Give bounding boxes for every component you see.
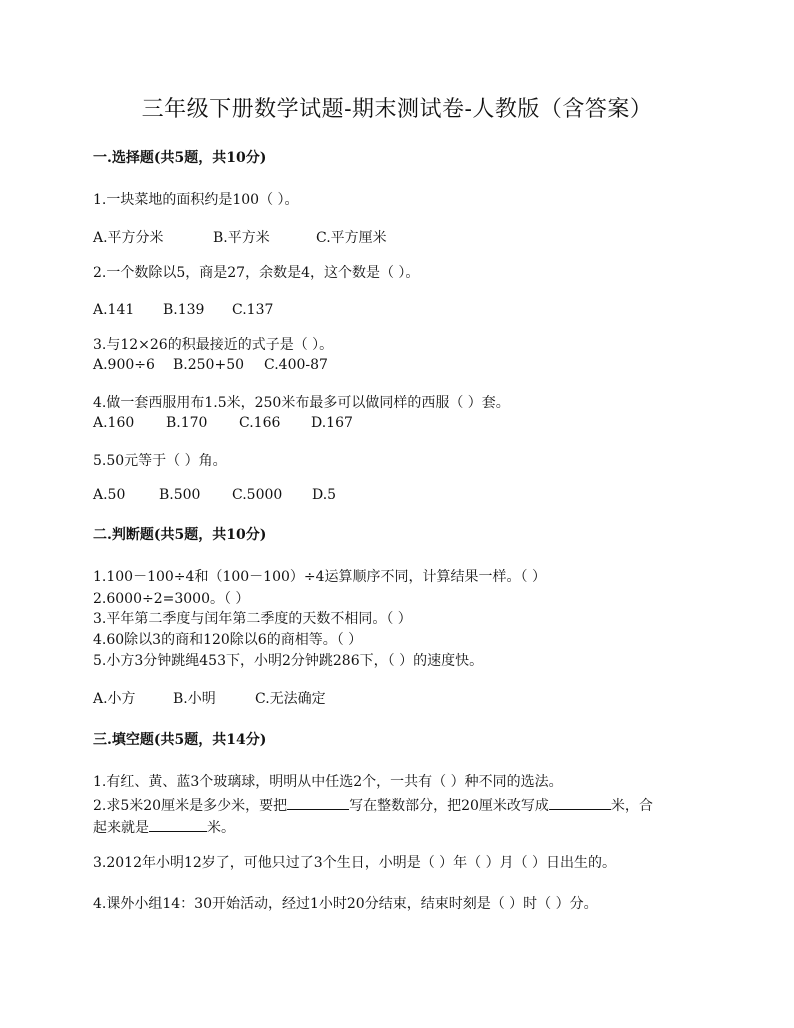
s1-q2-options (93, 300, 273, 320)
option: A.50 (93, 487, 126, 503)
s1-question-4: 4.做一套西服用布1.5米，250米布最多可以做同样的西服（ ）套。 (93, 395, 510, 411)
s1-question-2: 2.一个数除以5，商是27，余数是4，这个数是（ ）。 (93, 265, 420, 281)
s3-question-2-line-1 (93, 795, 653, 816)
s3-question-2-line-2 (93, 817, 235, 838)
s1-q3-options (93, 355, 328, 375)
s2-q5-options (93, 689, 326, 709)
option: C.5000 (232, 487, 283, 503)
option: A.小方 (93, 691, 136, 707)
option: B.500 (159, 487, 201, 503)
page-title: 三年级下册数学试题-期末测试卷-人教版（含答案） (141, 97, 653, 122)
option: D.167 (311, 415, 353, 431)
option: D.5 (312, 487, 337, 503)
option: A.141 (93, 302, 135, 318)
section-3-heading: 三.填空题(共5题，共14分) (93, 732, 267, 748)
option: B.小明 (173, 691, 216, 707)
option: C.无法确定 (255, 691, 326, 707)
s2-question-3: 3.平年第二季度与闰年第二季度的天数不相同。（ ） (93, 611, 412, 627)
s3-q2-text-a: 2.求5米20厘米是多少米，要把 (93, 798, 288, 814)
section-2-heading: 二.判断题(共5题，共10分) (93, 527, 267, 543)
option: C.137 (232, 302, 274, 318)
s1-question-3: 3.与12×26的积最接近的式子是（ ）。 (93, 337, 334, 353)
s1-q5-options (93, 485, 336, 505)
s3-q2-text-e: 米。 (207, 820, 235, 836)
s2-question-2: 2.6000÷2=3000。（ ） (93, 591, 250, 607)
s2-question-1: 1.100－100÷4和（100－100）÷4运算顺序不同，计算结果一样。（ ） (93, 569, 546, 585)
s1-q1-options (93, 228, 387, 248)
s2-question-5: 5.小方3分钟跳绳453下，小明2分钟跳286下，（ ）的速度快。 (93, 653, 484, 669)
s3-q2-text-c: 米，合 (610, 798, 653, 814)
option: A.平方分米 (93, 230, 164, 246)
s1-question-5: 5.50元等于（ ）角。 (93, 453, 227, 469)
option: A.160 (93, 415, 135, 431)
s3-question-3: 3.2012年小明12岁了，可他只过了3个生日，小明是（ ）年（ ）月（ ）日出生的。 (93, 855, 617, 871)
s3-q2-text-d: 起来就是 (93, 820, 149, 836)
s1-q4-options (93, 413, 353, 433)
option: B.170 (166, 415, 208, 431)
answer-blank[interactable] (149, 817, 207, 832)
answer-blank[interactable] (287, 795, 349, 810)
s3-question-4: 4.课外小组14：30开始活动，经过1小时20分结束，结束时刻是（ ）时（ ）分。 (93, 896, 598, 912)
option: A.900÷6 (93, 357, 155, 373)
answer-blank[interactable] (549, 795, 611, 810)
option: C.平方厘米 (316, 230, 387, 246)
option: B.139 (163, 302, 205, 318)
s3-q2-text-b: 写在整数部分，把20厘米改写成 (349, 798, 549, 814)
option: B.平方米 (213, 230, 270, 246)
option: C.400-87 (264, 357, 328, 373)
s2-question-4: 4.60除以3的商和120除以6的商相等。（ ） (93, 632, 363, 648)
s3-question-1: 1.有红、黄、蓝3个玻璃球，明明从中任选2个，一共有（ ）种不同的选法。 (93, 774, 563, 790)
option: C.166 (239, 415, 281, 431)
section-1-heading: 一.选择题(共5题，共10分) (93, 150, 267, 166)
s1-question-1: 1.一块菜地的面积约是100（ ）。 (93, 192, 299, 208)
option: B.250+50 (173, 357, 245, 373)
